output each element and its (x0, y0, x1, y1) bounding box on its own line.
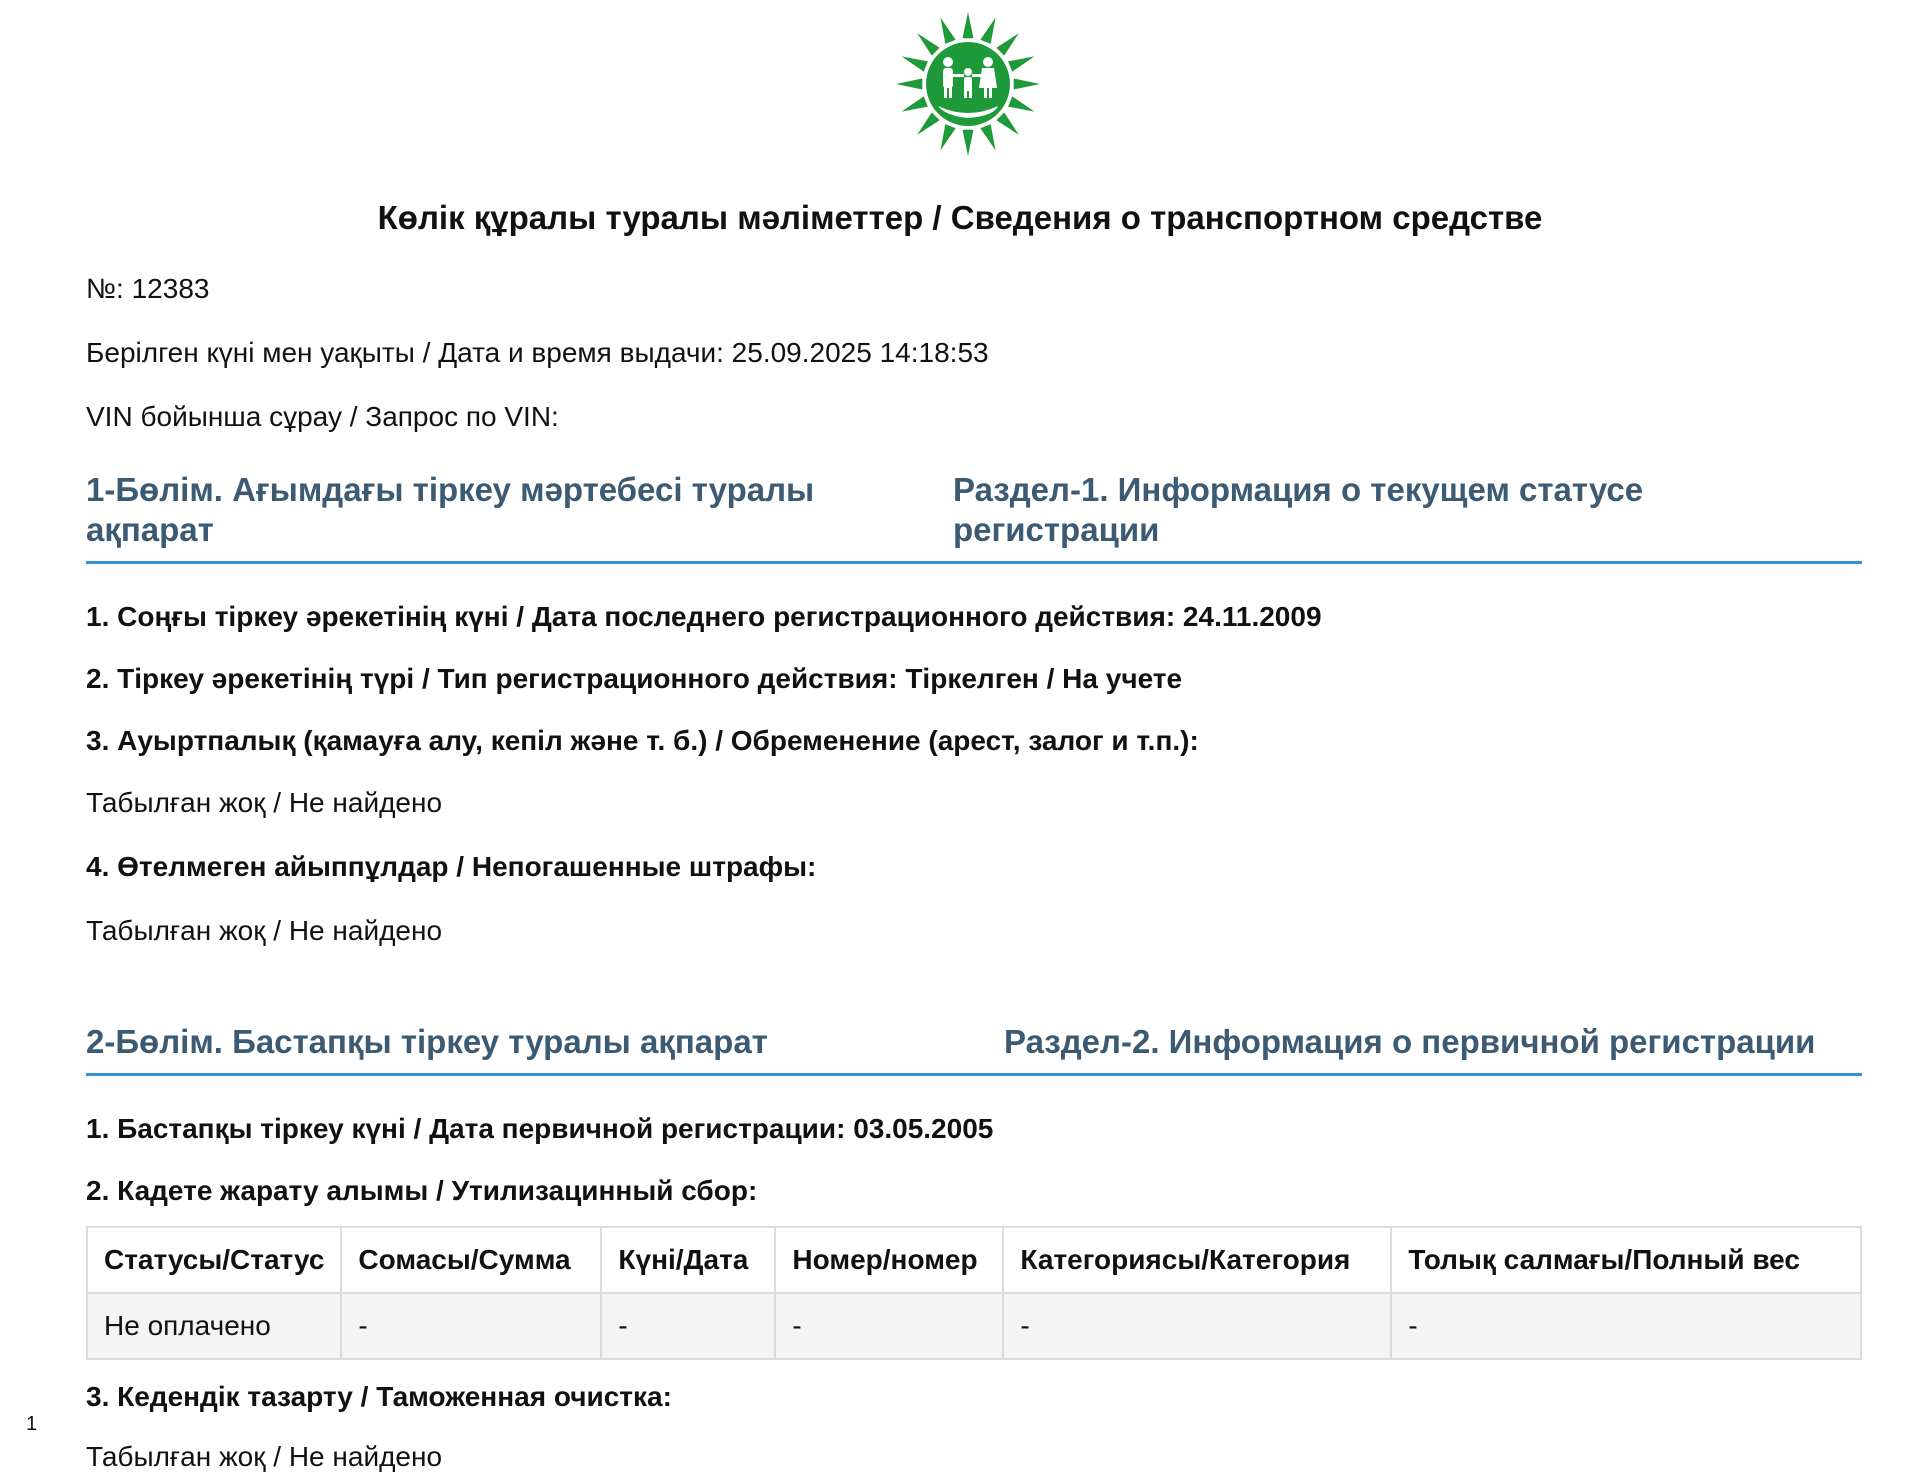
section-2-item-2: 2. Кадете жарату алымы / Утилизацинный сбор: (86, 1175, 758, 1206)
logo-ray (996, 112, 1019, 134)
logo-ray (1008, 56, 1034, 71)
header-number: Номер/номер (775, 1227, 1003, 1293)
section-1-title-ru: Раздел-1. Информация о текущем статусе регистрации (953, 471, 1644, 548)
cell-category: - (1003, 1293, 1391, 1359)
logo-ray (980, 124, 995, 150)
section-1-rule (86, 561, 1862, 564)
document-number: №: 12383 (86, 273, 210, 304)
logo-ray (963, 12, 974, 38)
section-2-item-1: 1. Бастапқы тіркеу күні / Дата первичной регистрации: 03.05.2005 (86, 1113, 994, 1144)
section-2-title-ru: Раздел-2. Информация о первичной регистрации (1004, 1023, 1816, 1060)
logo-ray (1014, 79, 1040, 90)
cell-status: Не оплачено (87, 1293, 341, 1359)
section-1-title-kz: 1-Бөлім. Ағымдағы тіркеу мәртебесі туралы ақпарат (86, 471, 815, 548)
sun-family-hand-logo-icon (894, 10, 1042, 158)
logo-ray (996, 33, 1019, 56)
logo-ray (963, 130, 974, 156)
cell-date: - (601, 1293, 775, 1359)
logo-ray (980, 18, 995, 44)
cell-gross-weight: - (1391, 1293, 1861, 1359)
section-1-item-1: 1. Соңғы тіркеу әрекетінің күні / Дата последнего регистрационного действия: 24.11.2009 (86, 601, 1322, 632)
utilization-fee-table (86, 1226, 1862, 1360)
header-category: Категориясы/Категория (1003, 1227, 1391, 1293)
logo-ray (902, 56, 928, 71)
vin-request: VIN бойынша сұрау / Запрос по VIN: (86, 401, 559, 432)
header-gross-weight: Толық салмағы/Полный вес (1391, 1227, 1861, 1293)
section-1-item-2: 2. Тіркеу әрекетінің түрі / Тип регистрационного действия: Тіркелген / На учете (86, 663, 1183, 694)
section-2-title-kz: 2-Бөлім. Бастапқы тіркеу туралы ақпарат (86, 1023, 768, 1060)
table-row (87, 1293, 1861, 1359)
table-header-row (87, 1227, 1861, 1293)
section-2-item-3-value: Табылған жоқ / Не найдено (86, 1441, 443, 1472)
document-title: Көлік құралы туралы мәліметтер / Сведения о транспортном средстве (377, 199, 1543, 236)
logo-ray (917, 112, 940, 134)
section-1-item-3: 3. Ауыртпалық (қамауға алу, кепіл және т. б.) / Обременение (арест, залог и т.п.): (86, 725, 1199, 756)
logo-ray (1008, 96, 1034, 111)
cell-amount: - (341, 1293, 601, 1359)
header-status: Статусы/Статус (87, 1227, 341, 1293)
cell-number: - (775, 1293, 1003, 1359)
logo-ray (940, 124, 955, 150)
section-2-header (86, 1022, 1862, 1078)
logo-ray (902, 96, 928, 111)
logo-ray (896, 79, 922, 90)
section-1-item-4: 4. Өтелмеген айыппұлдар / Непогашенные штрафы: (86, 851, 817, 882)
logo-ray (940, 18, 955, 44)
header-amount: Сомасы/Сумма (341, 1227, 601, 1293)
page-number: 1 (26, 1413, 38, 1435)
section-1-item-4-value: Табылған жоқ / Не найдено (86, 915, 443, 946)
section-1-item-3-value: Табылған жоқ / Не найдено (86, 787, 443, 818)
section-2-rule (86, 1073, 1862, 1076)
issue-datetime: Берілген күні мен уақыты / Дата и время выдачи: 25.09.2025 14:18:53 (86, 337, 989, 368)
header-date: Күні/Дата (601, 1227, 775, 1293)
section-2-item-3: 3. Кедендік тазарту / Таможенная очистка: (86, 1381, 672, 1412)
logo-ray (917, 33, 940, 56)
section-1-header (86, 470, 1862, 566)
